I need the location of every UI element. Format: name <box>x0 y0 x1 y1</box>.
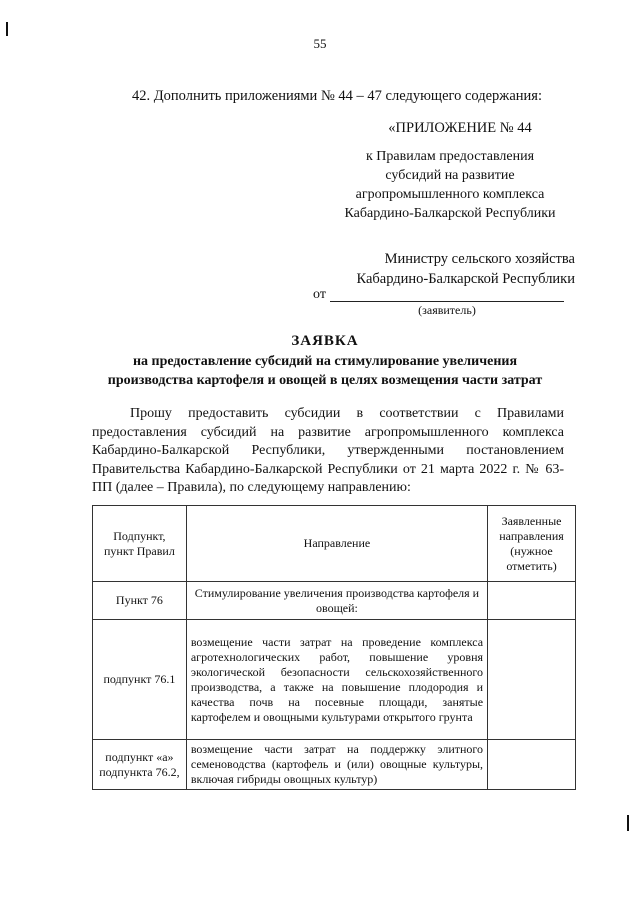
recipient-block <box>310 249 575 289</box>
appendix-title: «ПРИЛОЖЕНИЕ № 44 <box>388 120 532 136</box>
header-direction: Направление <box>186 506 487 582</box>
scan-mark-right <box>627 815 629 831</box>
table-row <box>93 620 576 740</box>
row-point: подпункт 76.1 <box>93 620 187 740</box>
row-direction: возмещение части затрат на поддержку элитного семеноводства (картофель и (или) овощные культуры, включая гибриды овощных культур) <box>186 740 487 790</box>
applicant-blank-line <box>330 301 564 302</box>
appendix-line: агропромышленного комплекса <box>355 187 545 202</box>
appendix-line: субсидий на развитие <box>385 168 515 183</box>
request-paragraph: Прошу предоставить субсидии в соответствии с Правилами предоставления субсидий на развитие агропромышленного комплекса Кабардино-Балкарской Республики, утвержденными постановлением Правительства Кабардино-Балкарской Республики от 21 марта 2022 г. № 63-ПП (далее – Правила), по следующему направлению: <box>92 406 564 495</box>
document-title: ЗАЯВКА <box>291 333 359 349</box>
header-declared: Заявленные направления (нужное отметить) <box>488 506 576 582</box>
table-row <box>93 582 576 620</box>
row-mark-cell[interactable] <box>488 582 576 620</box>
scan-mark-left <box>6 22 8 36</box>
subtitle-line-2: производства картофеля и овощей в целях возмещения части затрат <box>107 373 543 388</box>
subtitle-line-1: на предоставление субсидий на стимулирование увеличения <box>132 354 518 369</box>
row-point: Пункт 76 <box>93 582 187 620</box>
applicant-caption: (заявитель) <box>418 303 476 317</box>
table-row <box>93 740 576 790</box>
paragraph-42: 42. Дополнить приложениями № 44 – 47 следующего содержания: <box>132 88 542 104</box>
header-point: Подпункт, пункт Правил <box>93 506 187 582</box>
row-direction: возмещение части затрат на проведение комплекса агротехнологических работ, повышение уровня экологической безопасности сельскохозяйственного производства, а также на повышение плодородия и качества почв на посевные площади, занятые картофелем и овощными культурами открытого грунта <box>186 620 487 740</box>
from-label: от <box>313 287 326 302</box>
appendix-subtitle <box>300 147 600 223</box>
recipient-line-2: Кабардино-Балкарской Республики <box>356 271 575 287</box>
appendix-line: к Правилам предоставления <box>365 149 535 164</box>
page-number: 55 <box>313 36 327 51</box>
row-mark-cell[interactable] <box>488 620 576 740</box>
table-header-row <box>93 506 576 582</box>
row-point: подпункт «а» подпункта 76.2, <box>93 740 187 790</box>
row-direction: Стимулирование увеличения производства картофеля и овощей: <box>186 582 487 620</box>
directions-table <box>92 505 576 790</box>
document-subtitle <box>80 352 570 390</box>
recipient-line-1: Министру сельского хозяйства <box>384 251 575 267</box>
row-mark-cell[interactable] <box>488 740 576 790</box>
appendix-line: Кабардино-Балкарской Республики <box>344 206 556 221</box>
